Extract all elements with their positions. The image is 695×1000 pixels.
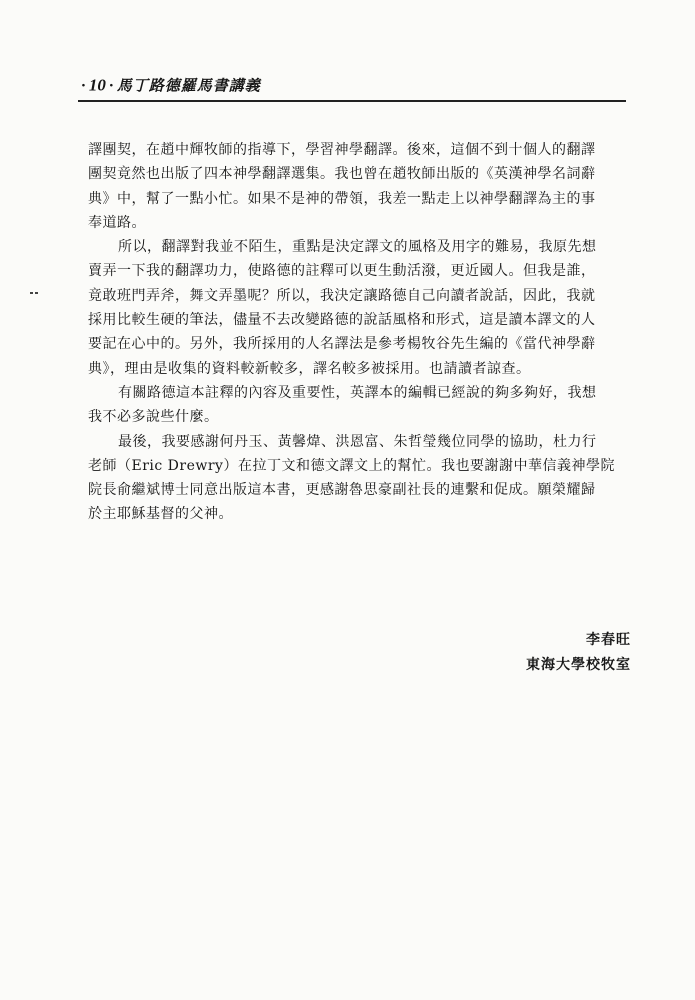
paragraph-3	[88, 381, 626, 430]
header-bullet-right: ·	[108, 77, 114, 94]
running-header	[78, 74, 626, 102]
signature-block	[526, 628, 631, 678]
book-title: 馬丁路德羅馬書講義	[116, 76, 261, 95]
text-line: 團契竟然也出版了四本神學翻譯選集。我也曾在趙牧師出版的《英漢神學名詞辭	[88, 166, 596, 183]
header-line	[78, 74, 626, 97]
author-affiliation: 東海大學校牧室	[526, 657, 631, 673]
body-text	[88, 138, 626, 527]
author-name: 李春旺	[586, 632, 631, 648]
text-line: 譯團契，在趙中輝牧師的指導下，學習神學翻譯。後來，這個不到十個人的翻譯	[88, 142, 596, 158]
text-line: 賣弄一下我的翻譯功力，使路德的註釋可以更生動活潑，更近國人。但我是誰，	[88, 263, 596, 280]
text-line: 院長俞繼斌博士同意出版這本書，更感謝魯思豪副社長的連繫和促成。願榮耀歸	[88, 482, 596, 499]
text-line: 最後，我要感謝何丹玉、黃馨煒、洪恩富、朱哲瑩幾位同學的協助，杜力行	[118, 433, 597, 450]
text-line: 奉道路。	[88, 214, 146, 231]
paragraph-1	[88, 138, 626, 235]
margin-scan-mark	[30, 279, 42, 281]
paragraph-4	[88, 430, 626, 527]
text-line: 於主耶穌基督的父神。	[88, 506, 233, 523]
text-line: 我不必多說些什麼。	[88, 409, 219, 426]
text-line: 典》中，幫了一點小忙。如果不是神的帶領，我差一點走上以神學翻譯為主的事	[88, 190, 596, 207]
page-number: 10	[88, 75, 106, 95]
header-bullet-left: ·	[81, 77, 86, 94]
text-line: 要記在心中的。另外，我所採用的人名譯法是參考楊牧谷先生編的《當代神學辭	[88, 336, 596, 353]
text-line: 有關路德這本註釋的內容及重要性，英譯本的編輯已經說的夠多夠好，我想	[118, 384, 597, 401]
text-line: 採用比較生硬的筆法，儘量不去改變路德的說話風格和形式，這是讀本譯文的人	[88, 312, 596, 329]
text-line: 典》，理由是收集的資料較新較多，譯名較多被採用。也請讀者諒查。	[88, 360, 531, 377]
text-line: 老師（Eric Drewry）在拉丁文和德文譯文上的幫忙。我也要謝謝中華信義神學院	[88, 457, 615, 474]
paragraph-2	[88, 235, 626, 381]
text-line: 所以，翻譯對我並不陌生，重點是決定譯文的風格及用字的難易，我原先想	[118, 239, 597, 256]
text-line: 竟敢班門弄斧，舞文弄墨呢？所以，我決定讓路德自己向讀者說話，因此，我就	[88, 287, 596, 304]
